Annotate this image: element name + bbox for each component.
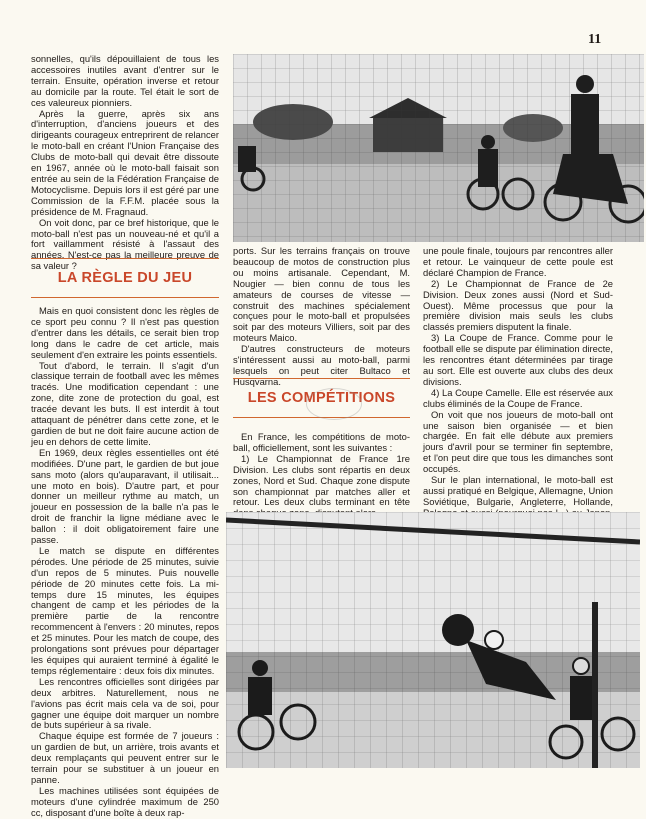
paragraph: Sur le plan international, le moto-ball est aussi pratiqué en Belgique, Allemagne, Union Soviétique, Bulgarie, Angleterre, Hollande, [423,474,613,507]
photo-bottom-illustration [226,512,640,768]
article-column-1-top [31,54,219,272]
paragraph: 4) La Coupe Camelle. Elle est réservée aux clubs éliminés de la Coupe de France. [423,386,613,409]
page-number: 11 [588,32,602,47]
paragraph: Tout d'abord, le terrain. Il s'agit d'un classique terrain de football avec les mêmes tracés. Une modification cependant : une zone, dite zone de protection du goal, est tracée devant les buts. Il est interdit à tout attaquant de pénétrer dans cette zone, et le gardien de but ne doit faire aucune action de jeu en dehors de cette limite. [31,359,219,447]
paragraph: 2) Le Championnat de France de 2e Division. Deux zones aussi (Nord et Sud-Ouest). Même processus que pour la première division mais seuls les clubs classés premiers disputent la finale. [423,277,613,333]
paragraph: En 1969, deux règles essentielles ont été modifiées. D'une part, le gardien de but joue sans moto (alors qu'auparavant, il utilisait... une moto en bois). D'autre part, et pour donner un meilleur rythme au match, un joueur en possession de la balle n'a pas le droit de franchir la ligne médiane avec le ballon : il doit obligatoirement faire une passe. [31,446,219,546]
paragraph: 1) Le Championnat de France 1re Division. Les clubs sont répartis en deux zones, Nord et Sud. Chaque zone dispute son championnat par matches aller et retour. Les deux clubs terminant en tête [233,452,410,508]
paragraph: Après la guerre, après six ans d'interruption, d'anciens joueurs et des dirigeants courageux entreprirent de relancer le moto-ball en créant l'Union Française des Clubs de moto-ball qui devait être dissoute en 1967, année où le moto-ball faisait son entrée au sein de la Fédération Française de Motocyclisme. Depuis lors il est géré par une Commission de la F.F.M. placée sous la présidence de M. Fragnaud. [31,107,219,217]
paragraph: Chaque équipe est formée de 7 joueurs : un gardien de but, un arrière, trois avants et deux remplaçants qui peuvent entrer sur le terrain pour se substituer à un joueur en panne. [31,730,219,785]
paragraph: Les rencontres officielles sont dirigées par deux arbitres. Naturellement, nous ne l'avions pas écrit mais cela va de soi, pour gagner une équipe doit marquer un nombre de buts supérieur à sa rivale. [31,675,219,731]
paragraph: 3) La Coupe de France. Comme pour le football elle se dispute par élimination directe, les rencontres étant déterminées par tirage au sort. Elle est ouverte aux clubs des deux divisions. [423,332,613,387]
article-column-3 [423,246,613,551]
paragraph: Les machines utilisées sont équipées de moteurs d'une cylindrée maximum de 250 cc, disposant d'une boîte à deux rap- [31,784,219,818]
paragraph: une poule finale, toujours par rencontres aller et retour. Le vainqueur de cette poule est déclaré Champion de France. [423,245,613,278]
paragraph: On voit donc, par ce bref historique, que le moto-ball n'est pas un nouveau-né et qu'il a fort vaillamment résisté à l'assaut des années. N'est-ce pas la meilleure preuve de sa valeur ? [31,216,219,272]
section-heading-competitions: LES COMPÉTITIONS [233,378,410,418]
section-heading-regle-du-jeu: LA RÈGLE DU JEU [31,258,219,298]
paragraph: En France, les compétitions de moto-ball, officiellement, sont les suivantes : [233,431,410,453]
photo-top-illustration [233,54,644,242]
paragraph: ports. Sur les terrains français on trouve beaucoup de motos de construction plus ou moins artisanale. Cependant, M. Nougier — bien connu de tous les amateurs de courses de vitesse — construit des machines spécialement conçues pour le moto-ball et propulsées soit par des moteurs Villiers, soit par des moteurs Maico. [233,245,410,344]
paragraph: Mais en quoi consistent donc les règles de ce sport peu connu ? Il n'est pas question d'entrer dans les détails, ce serait bien trop long dans le cadre de cet article, mais seulement d'en extraire les points essentiels. [31,305,219,360]
goalkeeper-save-photo [226,512,640,768]
paragraph: sonnelles, qu'ils dépouillaient de tous les accessoires inutiles avant d'entrer sur le terrain. Ensuite, opération inverse et retour au domicile par la route. Tel était le sort de ces valeureux pionniers. [31,53,219,108]
article-column-2-top [233,246,410,388]
paragraph: D'autres constructeurs de moteurs s'intéressent aussi au moto-ball, parmi lesquels on peut citer Bultaco et Husqvarna. [233,343,410,387]
motoball-match-photo-top [233,54,644,242]
article-column-2-bottom [233,432,410,519]
library-stamp-mark [306,388,362,420]
paragraph: On voit que nos joueurs de moto-ball ont une saison bien organisée — et bien chargée. En fait elle débute aux premiers jours d'avril pour se terminer fin septembre, et l'on peut dire que tous les dimanches sont occupés. [423,408,613,475]
article-column-1-bottom [31,306,219,819]
paragraph: Le match se dispute en différentes pérodes. Une période de 25 minutes, suivie d'un repos de 5 minutes. Puis nouvelle période de 20 minutes cette fois. La mi-temps dure 15 minutes, les équipes changent de camp et les périodes de la première partie de la rencontre recommencent à l'envers : 20 minutes, repos et 25 minutes. Pour les match de coupe, des prolongations sont prévues pour départager les équipes qui auraient terminé à égalité le temps réglementaire : deux fois dix minutes. [31,544,219,676]
